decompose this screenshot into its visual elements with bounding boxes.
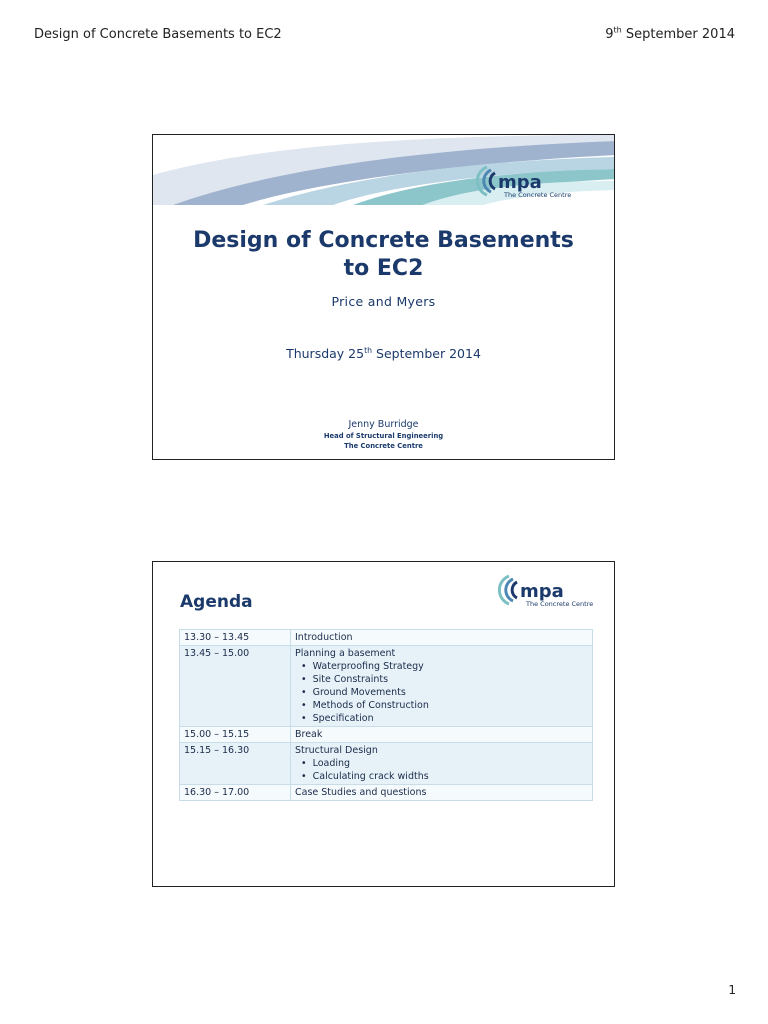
slide-agenda (152, 561, 615, 887)
mpa-logo (475, 161, 585, 201)
agenda-subitems (295, 660, 588, 725)
agenda-subitem: • Specification (301, 712, 588, 725)
title-line-1: Design of Concrete Basements (193, 228, 574, 253)
agenda-session (291, 646, 593, 727)
title-line-2: to EC2 (343, 256, 424, 281)
agenda-subitem: • Methods of Construction (301, 699, 588, 712)
logo-wordmark: mpa (498, 172, 542, 193)
agenda-time: 13.45 – 15.00 (180, 646, 291, 727)
event-date: Thursday 25th September 2014 (286, 345, 481, 361)
slide-subtitle: Price and Myers (331, 294, 436, 309)
presenter-role: Head of Structural Engineering (323, 432, 444, 440)
agenda-row (180, 785, 593, 801)
agenda-time: 13.30 – 13.45 (180, 630, 291, 646)
agenda-row (180, 630, 593, 646)
page-number: 1 (728, 983, 736, 997)
agenda-row (180, 727, 593, 743)
agenda-subitem: • Waterproofing Strategy (301, 660, 588, 673)
mpa-logo (497, 570, 607, 610)
logo-subtitle: The Concrete Centre (504, 191, 572, 199)
agenda-subitem: • Loading (301, 757, 588, 770)
logo-subtitle: The Concrete Centre (526, 600, 594, 608)
agenda-title: Agenda (180, 592, 253, 612)
agenda-subitem: • Calculating crack widths (301, 770, 588, 783)
presenter-organisation: The Concrete Centre (344, 442, 423, 450)
agenda-session (291, 743, 593, 785)
agenda-subitem: • Site Constraints (301, 673, 588, 686)
agenda-topic: Structural Design (295, 745, 378, 756)
agenda-row (180, 646, 593, 727)
logo-wordmark: mpa (520, 581, 564, 602)
agenda-topic: Planning a basement (295, 648, 396, 659)
agenda-topic: Break (295, 729, 323, 740)
agenda-session (291, 785, 593, 801)
agenda-topic: Case Studies and questions (295, 787, 427, 798)
agenda-topic: Introduction (295, 632, 353, 643)
agenda-time: 15.00 – 15.15 (180, 727, 291, 743)
page-header-title: Design of Concrete Basements to EC2 (34, 27, 282, 42)
agenda-row (180, 743, 593, 785)
presenter-name: Jenny Burridge (348, 419, 419, 430)
agenda-time: 16.30 – 17.00 (180, 785, 291, 801)
slide-title (152, 134, 615, 460)
agenda-subitem: • Ground Movements (301, 686, 588, 699)
agenda-time: 15.15 – 16.30 (180, 743, 291, 785)
agenda-table (179, 629, 593, 801)
slide-main-title (153, 227, 614, 283)
agenda-subitems (295, 757, 588, 783)
agenda-session (291, 630, 593, 646)
agenda-session (291, 727, 593, 743)
page-header-date: 9th September 2014 (605, 25, 735, 42)
